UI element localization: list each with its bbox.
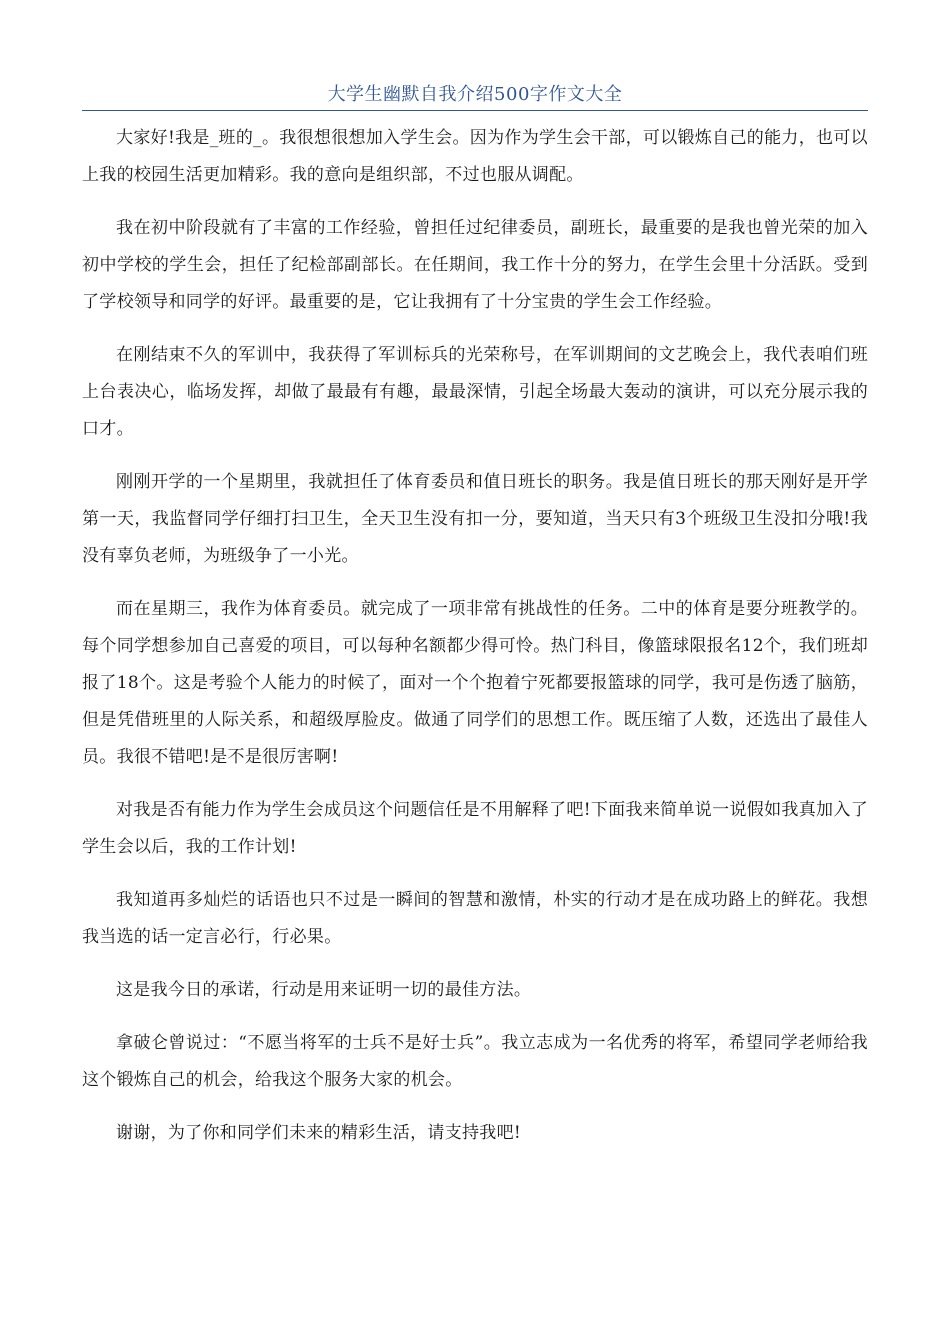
document-title: 大学生幽默自我介绍500字作文大全 bbox=[327, 84, 623, 105]
paragraph-5: 而在星期三，我作为体育委员。就完成了一项非常有挑战性的任务。二中的体育是要分班教学的。每个同学想参加自己喜爱的项目，可以每种名额都少得可怜。热门科目，像篮球限报名12个，我们班却报了18个。这是考验个人能力的时候了，面对一个个抱着宁死都要报篮球的同学，我可是伤透了脑筋，但是凭借班里的人际关系，和超级厚脸皮。做通了同学们的思想工作。既压缩了人数，还选出了最佳人员。我很不错吧!是不是很厉害啊! bbox=[82, 599, 868, 767]
paragraph-2: 我在初中阶段就有了丰富的工作经验，曾担任过纪律委员，副班长，最重要的是我也曾光荣的加入初中学校的学生会，担任了纪检部副部长。在任期间，我工作十分的努力，在学生会里十分活跃。受到了学校领导和同学的好评。最重要的是，它让我拥有了十分宝贵的学生会工作经验。 bbox=[82, 218, 868, 312]
paragraph-8: 这是我今日的承诺，行动是用来证明一切的最佳方法。 bbox=[116, 980, 532, 1000]
paragraph-10: 谢谢，为了你和同学们未来的精彩生活，请支持我吧! bbox=[116, 1123, 522, 1143]
paragraph-3: 在刚结束不久的军训中，我获得了军训标兵的光荣称号，在军训期间的文艺晚会上，我代表咱们班上台表决心，临场发挥，却做了最最有有趣，最最深情，引起全场最大轰动的演讲，可以充分展示我的口才。 bbox=[82, 345, 868, 439]
paragraph-7: 我知道再多灿烂的话语也只不过是一瞬间的智慧和激情，朴实的行动才是在成功路上的鲜花。我想我当选的话一定言必行，行必果。 bbox=[82, 890, 868, 947]
paragraph-1: 大家好!我是_班的_。我很想很想加入学生会。因为作为学生会干部，可以锻炼自己的能力，也可以上我的校园生活更加精彩。我的意向是组织部，不过也服从调配。 bbox=[82, 128, 868, 185]
document-body bbox=[82, 120, 868, 1168]
paragraph-9: 拿破仑曾说过：“不愿当将军的士兵不是好士兵”。我立志成为一名优秀的将军，希望同学老师给我这个锻炼自己的机会，给我这个服务大家的机会。 bbox=[82, 1033, 868, 1090]
paragraph-4: 刚刚开学的一个星期里，我就担任了体育委员和值日班长的职务。我是值日班长的那天刚好是开学第一天，我监督同学仔细打扫卫生，全天卫生没有扣一分，要知道，当天只有3个班级卫生没扣分哦!我没有辜负老师，为班级争了一小光。 bbox=[82, 472, 868, 566]
document-header bbox=[82, 80, 868, 111]
paragraph-6: 对我是否有能力作为学生会成员这个问题信任是不用解释了吧!下面我来简单说一说假如我真加入了学生会以后，我的工作计划! bbox=[82, 800, 868, 857]
